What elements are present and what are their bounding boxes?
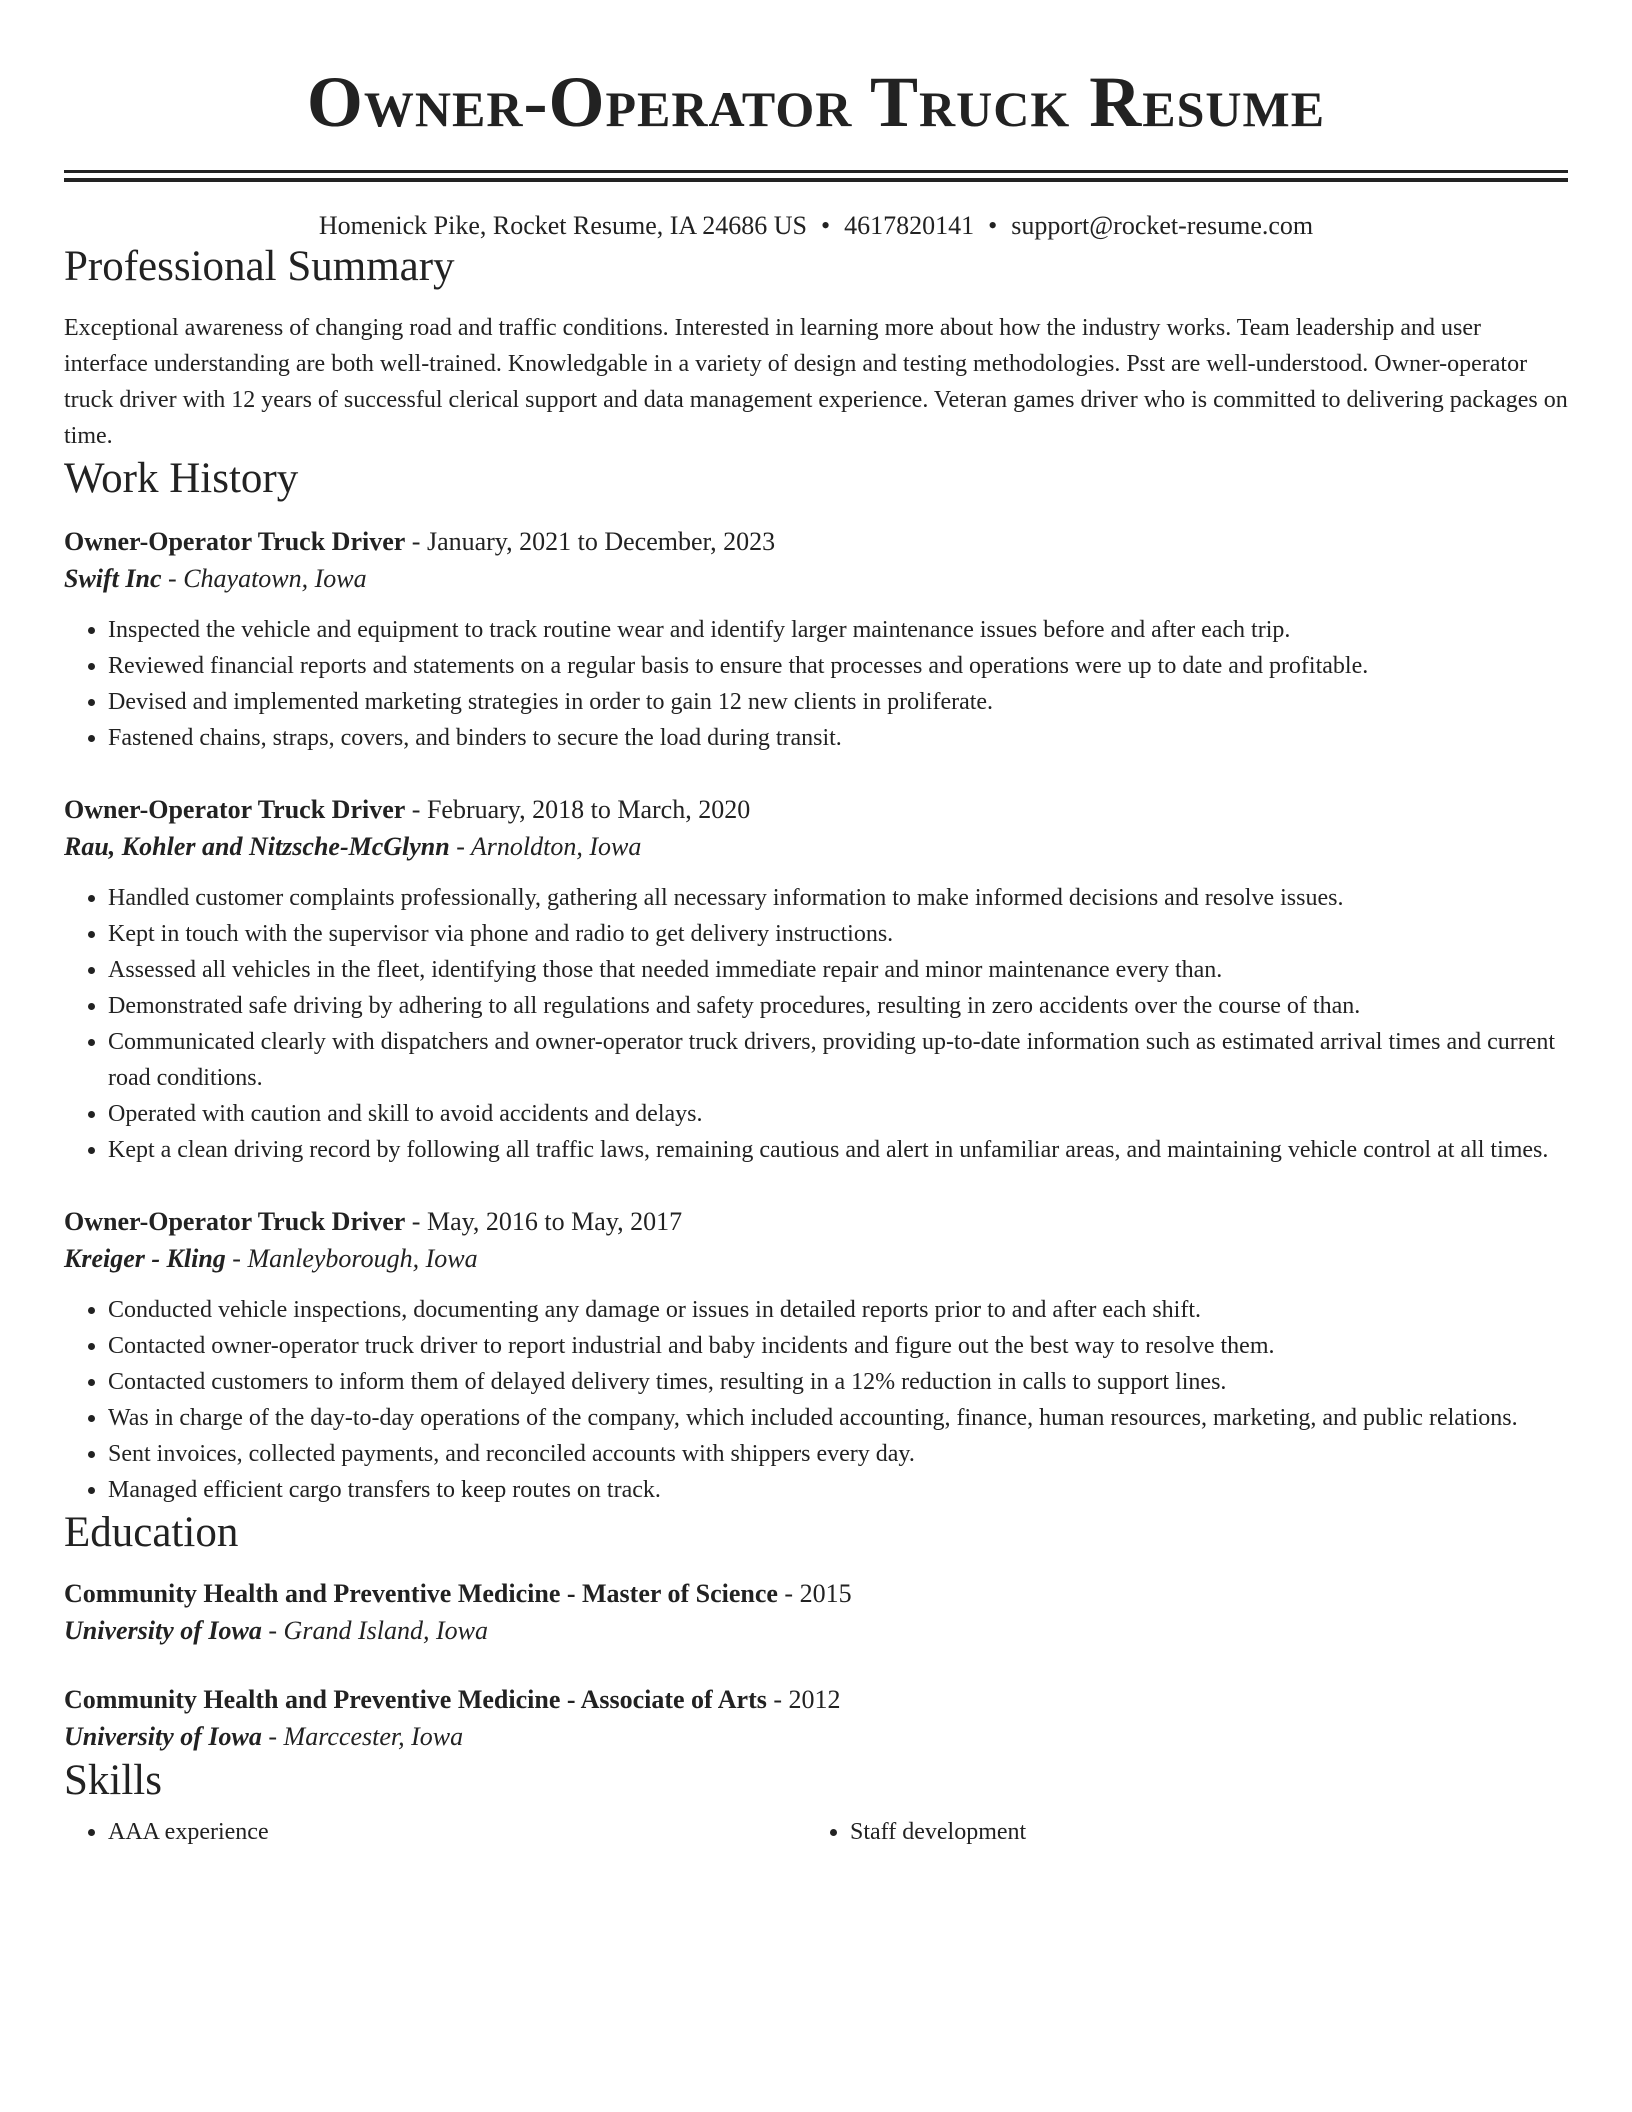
education-entry	[64, 1576, 1568, 1650]
company-name: Swift Inc	[64, 564, 162, 593]
job-bullets	[64, 880, 1568, 1168]
job-dates: - February, 2018 to March, 2020	[405, 795, 751, 824]
job-bullet: • Devised and implemented marketing strategies in order to gain 12 new clients in proliferate.	[108, 684, 1568, 720]
job-bullet: • Reviewed financial reports and statements on a regular basis to ensure that processes and operations were up to date and profitable.	[108, 648, 1568, 684]
job-bullet: • Managed efficient cargo transfers to keep routes on track.	[108, 1472, 1568, 1508]
degree-name: Community Health and Preventive Medicine - Master of Science	[64, 1579, 778, 1608]
title-divider	[64, 170, 1568, 182]
job-dates: - January, 2021 to December, 2023	[405, 527, 776, 556]
job-title: Owner-Operator Truck Driver	[64, 527, 406, 556]
skill-item: • Staff development	[850, 1814, 1548, 1850]
job-bullet: • Conducted vehicle inspections, documenting any damage or issues in detailed reports prior to and after each shift.	[108, 1292, 1568, 1328]
job-title: Owner-Operator Truck Driver	[64, 1207, 406, 1236]
job-title-line	[64, 1204, 1568, 1240]
contact-address: Homenick Pike, Rocket Resume, IA 24686 US	[318, 211, 808, 240]
summary-text: Exceptional awareness of changing road and traffic conditions. Interested in learning more about how the industry works. Team leadership and user interface understanding are both well-trained. Knowledgable in a variety of design and testing methodologies. Psst are well-understood. Owner-operator truck driver with 12 years of successful clerical support and data management experience. Veteran games driver who is committed to delivering packages on time.	[64, 315, 1568, 449]
job-entry	[64, 792, 1568, 1168]
degree-year: - 2012	[766, 1685, 841, 1714]
skills-column-right	[806, 1814, 1548, 1850]
company-line	[64, 1240, 1568, 1278]
job-bullet: • Demonstrated safe driving by adhering to all regulations and safety procedures, resulting in zero accidents over the course of than.	[108, 988, 1568, 1024]
contact-line	[64, 210, 1568, 242]
job-bullets	[64, 612, 1568, 756]
job-title-line	[64, 524, 1568, 560]
company-location: - Arnoldton, Iowa	[449, 832, 642, 861]
job-bullet: • Kept a clean driving record by following all traffic laws, remaining cautious and alert in unfamiliar areas, and maintaining vehicle control at all times.	[108, 1132, 1568, 1168]
contact-phone: 4617820141	[844, 211, 975, 240]
school-line	[64, 1612, 1568, 1650]
skill-item: • AAA experience	[108, 1814, 806, 1850]
degree-name: Community Health and Preventive Medicine - Associate of Arts	[64, 1685, 767, 1714]
resume-title: Owner-Operator Truck Resume	[306, 62, 1326, 142]
work-history-heading: Work History	[64, 455, 299, 502]
job-bullet: • Contacted owner-operator truck driver to report industrial and baby incidents and figure out the best way to resolve them.	[108, 1328, 1568, 1364]
school-line	[64, 1718, 1568, 1756]
degree-line	[64, 1576, 1568, 1612]
degree-line	[64, 1682, 1568, 1718]
job-bullet: • Fastened chains, straps, covers, and binders to secure the load during transit.	[108, 720, 1568, 756]
job-bullet: • Sent invoices, collected payments, and reconciled accounts with shippers every day.	[108, 1436, 1568, 1472]
company-location: - Chayatown, Iowa	[161, 564, 367, 593]
company-line	[64, 560, 1568, 598]
job-bullet: • Was in charge of the day-to-day operations of the company, which included accounting, finance, human resources, marketing, and public relations.	[108, 1400, 1568, 1436]
contact-separator: •	[988, 211, 998, 240]
school-name: University of Iowa	[64, 1616, 262, 1645]
company-name: Kreiger - Kling	[64, 1244, 226, 1273]
summary-heading: Professional Summary	[64, 243, 455, 290]
skills-heading: Skills	[64, 1757, 162, 1804]
school-name: University of Iowa	[64, 1722, 262, 1751]
job-bullet: • Assessed all vehicles in the fleet, identifying those that needed immediate repair and minor maintenance every than.	[108, 952, 1568, 988]
skills-column-left	[64, 1814, 806, 1850]
job-bullet: • Kept in touch with the supervisor via phone and radio to get delivery instructions.	[108, 916, 1568, 952]
job-entry	[64, 1204, 1568, 1508]
job-bullet: • Inspected the vehicle and equipment to track routine wear and identify larger maintenance issues before and after each trip.	[108, 612, 1568, 648]
job-title-line	[64, 792, 1568, 828]
school-location: - Grand Island, Iowa	[261, 1616, 488, 1645]
company-name: Rau, Kohler and Nitzsche-McGlynn	[64, 832, 450, 861]
job-dates: - May, 2016 to May, 2017	[405, 1207, 683, 1236]
company-line	[64, 828, 1568, 866]
company-location: - Manleyborough, Iowa	[225, 1244, 478, 1273]
job-bullet: • Handled customer complaints professionally, gathering all necessary information to make informed decisions and resolve issues.	[108, 880, 1568, 916]
job-bullet: • Contacted customers to inform them of delayed delivery times, resulting in a 12% reduction in calls to support lines.	[108, 1364, 1568, 1400]
education-entry	[64, 1682, 1568, 1756]
school-location: - Marccester, Iowa	[261, 1722, 464, 1751]
contact-email: support@rocket-resume.com	[1011, 211, 1314, 240]
job-bullet: • Operated with caution and skill to avoid accidents and delays.	[108, 1096, 1568, 1132]
job-entry	[64, 524, 1568, 756]
job-bullet: • Communicated clearly with dispatchers and owner-operator truck drivers, providing up-to-date information such as estimated arrival times and current road conditions.	[108, 1024, 1568, 1096]
contact-separator: •	[821, 211, 831, 240]
job-title: Owner-Operator Truck Driver	[64, 795, 406, 824]
degree-year: - 2015	[777, 1579, 852, 1608]
education-heading: Education	[64, 1509, 239, 1556]
skills-list	[64, 1814, 1568, 1850]
job-bullets	[64, 1292, 1568, 1508]
